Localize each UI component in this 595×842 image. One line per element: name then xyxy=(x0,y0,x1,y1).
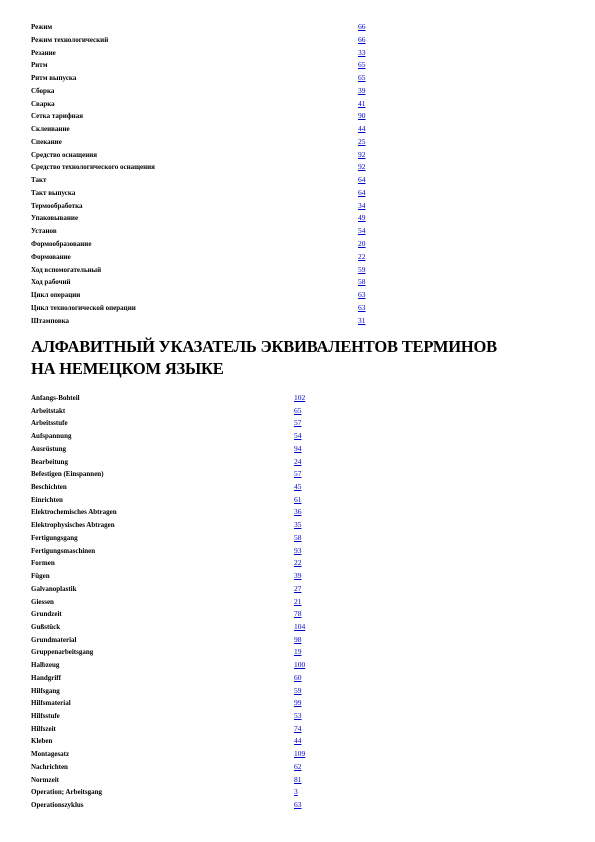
index-term: Режим технологический xyxy=(31,35,109,44)
index-entry xyxy=(31,735,311,748)
index-entry xyxy=(31,264,376,277)
index-term: Установ xyxy=(31,227,57,236)
page-number-link[interactable]: 99 xyxy=(294,698,302,708)
index-term: Такт выпуска xyxy=(31,188,76,197)
index-term: Arbeitsstufe xyxy=(31,419,68,428)
section-heading-line-2: НА НЕМЕЦКОМ ЯЗЫКЕ xyxy=(31,359,224,378)
index-entry xyxy=(31,557,311,570)
page-number-link[interactable]: 44 xyxy=(358,124,366,134)
index-term: Такт xyxy=(31,176,47,185)
index-entry xyxy=(31,634,311,647)
page-number-link[interactable]: 90 xyxy=(358,111,366,121)
index-entry xyxy=(31,212,376,225)
index-term: Befestigen (Einspannen) xyxy=(31,470,104,479)
index-term: Hilfsstufe xyxy=(31,711,60,720)
index-entry xyxy=(31,200,376,213)
index-term: Hilfsgang xyxy=(31,686,60,695)
index-term: Ход вспомогательный xyxy=(31,265,102,274)
index-term: Elektrophysisches Abtragen xyxy=(31,521,115,530)
index-entry xyxy=(31,110,376,123)
index-entry xyxy=(31,161,376,174)
page-number-link[interactable]: 64 xyxy=(358,187,366,197)
index-term: Ausrüstung xyxy=(31,444,67,453)
index-term: Formen xyxy=(31,559,55,568)
page-number-link[interactable]: 63 xyxy=(358,290,366,300)
page-number-link[interactable]: 64 xyxy=(358,175,366,185)
index-term: Kleben xyxy=(31,737,53,746)
index-entry xyxy=(31,238,376,251)
page-number-link[interactable]: 34 xyxy=(358,200,366,210)
index-entry xyxy=(31,774,311,787)
index-entry xyxy=(31,506,311,519)
index-term: Grundzeit xyxy=(31,610,62,619)
index-entry xyxy=(31,468,311,481)
page-number-link[interactable]: 57 xyxy=(294,469,302,479)
index-entry xyxy=(31,136,376,149)
page-number-link[interactable]: 44 xyxy=(294,736,302,746)
german-term-index xyxy=(31,392,311,812)
index-term: Fertigungsgang xyxy=(31,533,78,542)
index-term: Hilfsmaterial xyxy=(31,699,71,708)
index-entry xyxy=(31,225,376,238)
index-term: Формование xyxy=(31,252,71,261)
page-number-link[interactable]: 100 xyxy=(294,660,306,670)
index-term: Цикл операции xyxy=(31,291,81,300)
index-term: Ритм xyxy=(31,61,48,70)
page-number-link[interactable]: 22 xyxy=(358,251,366,261)
index-entry xyxy=(31,289,376,302)
index-entry xyxy=(31,532,311,545)
page-number-link[interactable]: 31 xyxy=(358,315,366,325)
page-number-link[interactable]: 33 xyxy=(358,47,366,57)
page-number-link[interactable]: 74 xyxy=(294,723,302,733)
page-number-link[interactable]: 3 xyxy=(294,787,298,797)
page-number-link[interactable]: 21 xyxy=(294,596,302,606)
index-term: Ход рабочий xyxy=(31,278,71,287)
index-entry xyxy=(31,174,376,187)
index-term: Резание xyxy=(31,48,56,57)
index-term: Arbeitstakt xyxy=(31,406,66,415)
index-term: Fügen xyxy=(31,572,50,581)
index-entry xyxy=(31,570,311,583)
index-entry xyxy=(31,799,311,812)
index-term: Формообразование xyxy=(31,240,92,249)
page-number-link[interactable]: 58 xyxy=(358,277,366,287)
index-term: Anfangs-Bohteil xyxy=(31,394,80,402)
page-number-link[interactable]: 24 xyxy=(294,456,302,466)
index-entry xyxy=(31,456,311,469)
index-term: Сборка xyxy=(31,86,55,95)
index-entry xyxy=(31,149,376,162)
index-entry xyxy=(31,392,311,405)
index-entry xyxy=(31,302,376,315)
index-term: Halbzeug xyxy=(31,661,60,670)
russian-term-index xyxy=(31,21,376,327)
section-heading-line-1: АЛФАВИТНЫЙ УКАЗАТЕЛЬ ЭКВИВАЛЕНТОВ ТЕРМИНОВ xyxy=(31,337,497,356)
page-number-link[interactable]: 92 xyxy=(358,162,366,172)
index-term: Elektrochemisches Abtragen xyxy=(31,508,117,517)
index-term: Gruppenarbeitsgang xyxy=(31,648,94,657)
page-number-link[interactable]: 92 xyxy=(358,149,366,159)
index-entry xyxy=(31,21,376,34)
page-number-link[interactable]: 81 xyxy=(294,774,302,784)
index-term: Сетка тарифная xyxy=(31,112,83,121)
index-term: Handgriff xyxy=(31,673,61,682)
index-term: Ритм выпуска xyxy=(31,74,77,83)
index-term: Штамповка xyxy=(31,316,70,325)
page-number-link[interactable]: 66 xyxy=(358,34,366,44)
page-number-link[interactable]: 49 xyxy=(358,213,366,223)
page-number-link[interactable]: 63 xyxy=(294,800,302,809)
index-term: Упаковывание xyxy=(31,214,79,223)
page-number-link[interactable]: 53 xyxy=(294,710,302,720)
page-number-link[interactable]: 35 xyxy=(294,520,302,530)
page-number-link[interactable]: 104 xyxy=(294,621,306,631)
index-term: Bearbeitung xyxy=(31,457,68,466)
index-term: Nachrichten xyxy=(31,762,68,771)
page-number-link[interactable]: 93 xyxy=(294,545,302,555)
index-entry xyxy=(31,187,376,200)
section-heading xyxy=(31,336,571,380)
page-number-link[interactable]: 59 xyxy=(294,685,302,695)
index-term: Средство технологического оснащения xyxy=(31,163,155,172)
index-term: Цикл технологической операции xyxy=(31,303,136,312)
page-number-link[interactable]: 65 xyxy=(358,73,366,83)
index-entry xyxy=(31,672,311,685)
page-number-link[interactable]: 65 xyxy=(294,405,302,415)
index-entry xyxy=(31,123,376,136)
page-number-link[interactable]: 58 xyxy=(294,532,302,542)
page-number-link[interactable]: 57 xyxy=(294,418,302,428)
page-number-link[interactable]: 45 xyxy=(294,482,302,492)
page-number-link[interactable]: 61 xyxy=(294,494,302,504)
page-number-link[interactable]: 19 xyxy=(294,647,302,657)
page-number-link[interactable]: 59 xyxy=(358,264,366,274)
page-number-link[interactable]: 39 xyxy=(358,85,366,95)
index-entry xyxy=(31,276,376,289)
index-term: Gußstück xyxy=(31,622,61,631)
index-entry xyxy=(31,697,311,710)
page-number-link[interactable]: 102 xyxy=(294,393,306,402)
index-term: Fertigungsmaschinen xyxy=(31,546,96,555)
index-term: Сварка xyxy=(31,99,55,108)
index-entry xyxy=(31,34,376,47)
page-number-link[interactable]: 39 xyxy=(294,571,302,581)
index-term: Giessen xyxy=(31,597,54,606)
index-entry xyxy=(31,85,376,98)
page-number-link[interactable]: 78 xyxy=(294,609,302,619)
index-entry xyxy=(31,621,311,634)
index-entry xyxy=(31,59,376,72)
index-entry xyxy=(31,723,311,736)
index-entry xyxy=(31,72,376,85)
index-entry xyxy=(31,98,376,111)
index-term: Режим xyxy=(31,23,53,31)
page-number-link[interactable]: 62 xyxy=(294,761,302,771)
page-number-link[interactable]: 109 xyxy=(294,749,306,759)
page-number-link[interactable]: 98 xyxy=(294,634,302,644)
index-entry xyxy=(31,748,311,761)
index-term: Средство оснащения xyxy=(31,150,98,159)
index-term: Спекание xyxy=(31,137,62,146)
page-number-link[interactable]: 94 xyxy=(294,443,302,453)
page-number-link[interactable]: 41 xyxy=(358,98,366,108)
index-entry xyxy=(31,761,311,774)
index-entry xyxy=(31,646,311,659)
page-number-link[interactable]: 60 xyxy=(294,672,302,682)
index-entry xyxy=(31,608,311,621)
index-term: Galvanoplastik xyxy=(31,584,77,593)
page-number-link[interactable]: 36 xyxy=(294,507,302,517)
index-entry xyxy=(31,786,311,799)
page-number-link[interactable]: 54 xyxy=(294,431,302,441)
index-entry xyxy=(31,596,311,609)
index-entry xyxy=(31,315,376,328)
index-term: Beschichten xyxy=(31,483,67,492)
page-number-link[interactable]: 66 xyxy=(358,22,366,31)
index-term: Grundmaterial xyxy=(31,635,77,644)
page-number-link[interactable]: 25 xyxy=(358,136,366,146)
index-entry xyxy=(31,481,311,494)
index-term: Montagesatz xyxy=(31,750,70,759)
index-entry xyxy=(31,443,311,456)
index-entry xyxy=(31,710,311,723)
index-term: Aufspannung xyxy=(31,432,72,441)
index-entry xyxy=(31,494,311,507)
index-entry xyxy=(31,430,311,443)
page-number-link[interactable]: 27 xyxy=(294,583,302,593)
index-term: Термообработка xyxy=(31,201,83,210)
index-entry xyxy=(31,519,311,532)
index-entry xyxy=(31,659,311,672)
index-entry xyxy=(31,405,311,418)
page-number-link[interactable]: 22 xyxy=(294,558,302,568)
index-term: Operationszyklus xyxy=(31,801,84,809)
index-entry xyxy=(31,47,376,60)
index-entry xyxy=(31,685,311,698)
page-number-link[interactable]: 20 xyxy=(358,239,366,249)
index-entry xyxy=(31,545,311,558)
index-entry xyxy=(31,417,311,430)
page-number-link[interactable]: 65 xyxy=(358,60,366,70)
page-number-link[interactable]: 54 xyxy=(358,226,366,236)
index-term: Operation; Arbeitsgang xyxy=(31,788,102,797)
index-term: Склеивание xyxy=(31,125,70,134)
index-entry xyxy=(31,583,311,596)
index-term: Normzeit xyxy=(31,775,59,784)
page-number-link[interactable]: 63 xyxy=(358,302,366,312)
index-term: Hilfszeit xyxy=(31,724,56,733)
index-entry xyxy=(31,251,376,264)
index-term: Einrichten xyxy=(31,495,63,504)
